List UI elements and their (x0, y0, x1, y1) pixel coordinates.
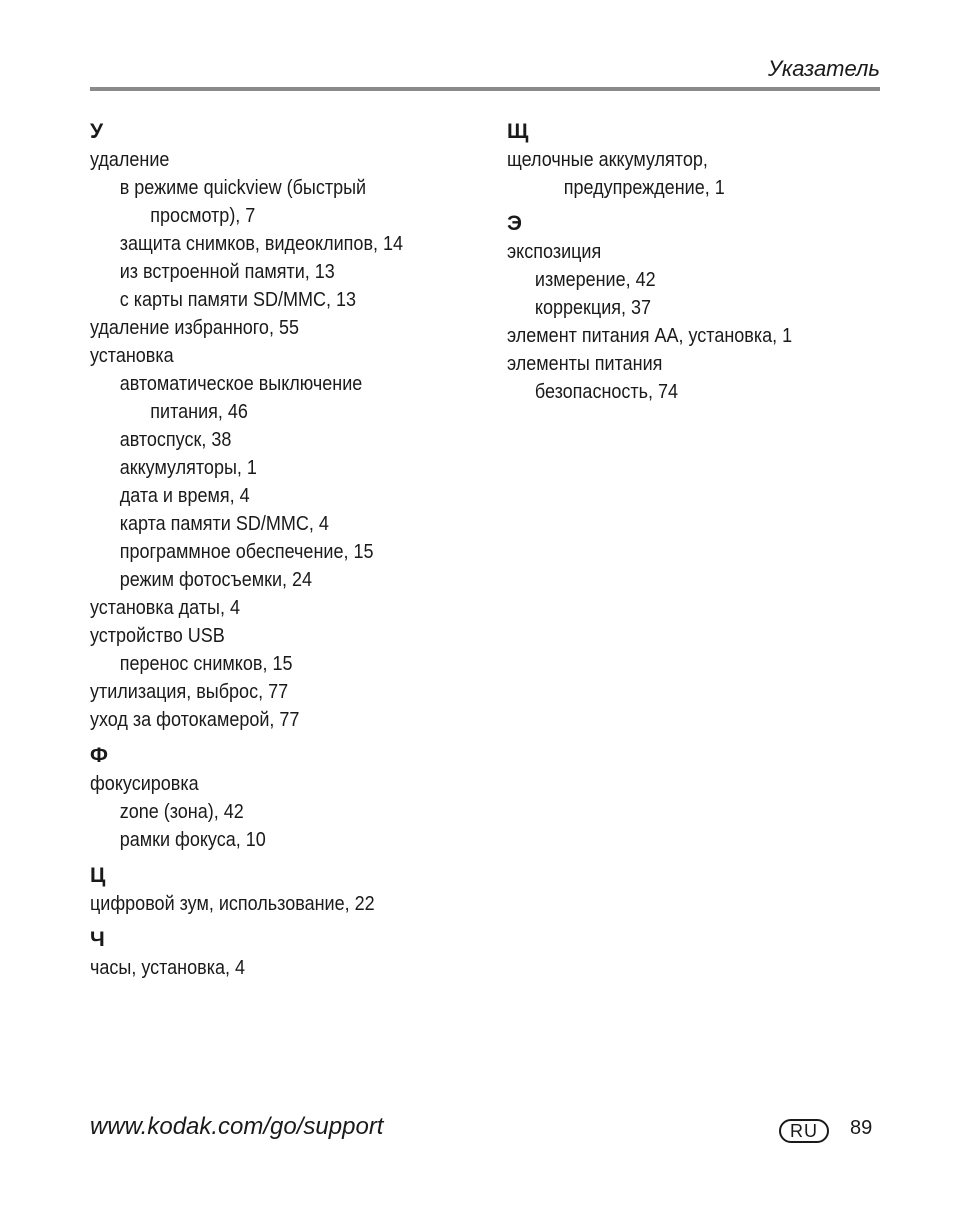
index-subentry: защита снимков, видеоклипов, 14 (119, 233, 404, 255)
index-section-ts (90, 862, 470, 918)
section-letter: У (90, 120, 104, 143)
page-header-title: Указатель (768, 56, 880, 81)
section-letter: Ф (90, 744, 108, 767)
index-subentry: дата и время, 4 (119, 485, 250, 507)
index-subentry: аккумуляторы, 1 (119, 457, 257, 479)
index-subentry-continuation: просмотр), 7 (150, 205, 256, 227)
index-subentry: zone (зона), 42 (119, 801, 244, 823)
index-subentry: карта памяти SD/MMC, 4 (119, 513, 329, 535)
index-subentry: из встроенной памяти, 13 (119, 261, 335, 283)
index-section-u (90, 118, 470, 734)
index-entry: цифровой зум, использование, 22 (90, 893, 375, 915)
index-entry: часы, установка, 4 (90, 957, 245, 979)
index-subentry: перенос снимков, 15 (119, 653, 293, 675)
index-entry: элемент питания AA, установка, 1 (507, 325, 793, 347)
index-subentry: коррекция, 37 (534, 297, 652, 319)
header-divider (90, 87, 880, 91)
index-subentry: безопасность, 74 (534, 381, 679, 403)
section-letter: Ч (90, 928, 105, 951)
index-subentry: режим фотосъемки, 24 (119, 569, 313, 591)
section-letter: Ц (90, 864, 106, 887)
index-entry: удаление избранного, 55 (90, 317, 299, 339)
index-section-e (507, 210, 880, 406)
page-number: 89 (850, 1117, 873, 1139)
index-entry: устройство USB (90, 625, 225, 647)
language-badge: RU (779, 1119, 829, 1143)
index-entry-continuation: предупреждение, 1 (563, 177, 725, 199)
index-subentry: программное обеспечение, 15 (119, 541, 374, 563)
index-subentry-continuation: питания, 46 (150, 401, 248, 423)
index-column-right (507, 118, 880, 414)
section-letter: Щ (507, 120, 529, 143)
index-subentry: автоспуск, 38 (119, 429, 232, 451)
index-section-f (90, 742, 470, 854)
index-entry: фокусировка (90, 773, 199, 795)
index-subentry: автоматическое выключение (119, 373, 363, 395)
index-subentry: с карты памяти SD/MMC, 13 (119, 289, 356, 311)
index-entry: щелочные аккумулятор, (507, 149, 708, 171)
index-entry: элементы питания (507, 353, 663, 375)
index-subentry: измерение, 42 (534, 269, 656, 291)
index-section-shch (507, 118, 880, 202)
index-entry: удаление (90, 149, 170, 171)
section-letter: Э (507, 212, 522, 235)
index-column-left (90, 118, 470, 990)
index-entry: утилизация, выброс, 77 (90, 681, 289, 703)
index-entry: экспозиция (507, 241, 602, 263)
index-subentry: в режиме quickview (быстрый (119, 177, 367, 199)
index-section-ch (90, 926, 470, 982)
support-url-link[interactable]: www.kodak.com/go/support (90, 1113, 384, 1140)
index-entry: установка даты, 4 (90, 597, 240, 619)
index-entry: установка (90, 345, 174, 367)
index-entry: уход за фотокамерой, 77 (90, 709, 300, 731)
index-subentry: рамки фокуса, 10 (119, 829, 266, 851)
